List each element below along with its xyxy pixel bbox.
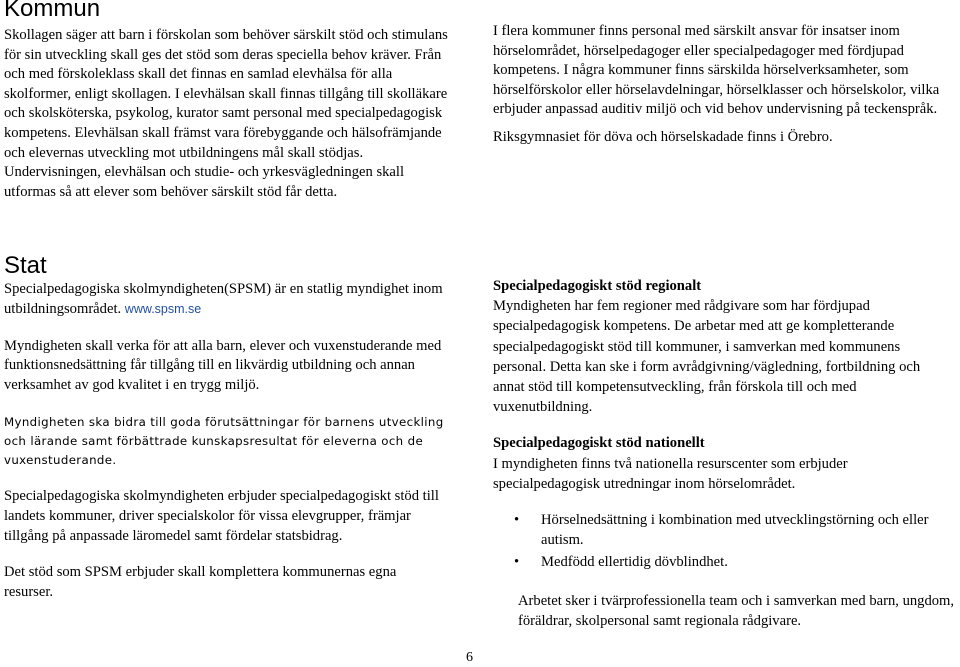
collaboration-paragraph: Arbetet sker i tvärprofessionella team och i samverkan med barn, ungdom, föräldrar, skolpersonal samt regionala rådgivare. — [518, 592, 955, 629]
kommun-hearing-paragraph: I flera kommuner finns personal med särskilt ansvar för insatser inom hörselområdet, hörselpedagoger eller specialpedagoger med fördjupad kompetens. I några kommuner finns särskilda hörselverksamheter, som hörselförskolor eller hörselavdelningar, hörselklasser och hörselskolor, vilka erbjuder anpassad auditiv miljö och vid behov undervisning på teckenspråk. — [493, 23, 940, 118]
spsm-intro-paragraph — [4, 280, 449, 320]
national-support-text: I myndigheten finns två nationella resurscenter som erbjuder specialpedagogisk utredningar inom hörselområdet. — [493, 455, 848, 492]
list-item — [493, 510, 955, 550]
kommun-right-column — [493, 22, 955, 148]
list-item-text: Hörselnedsättning i kombination med utvecklingstörning och eller autism. — [541, 512, 929, 549]
section-title-stat: Stat — [4, 252, 47, 279]
spsm-complement-paragraph: Det stöd som SPSM erbjuder skall komplettera kommunernas egna resurser. — [4, 564, 397, 601]
kommun-paragraph: Skollagen säger att barn i förskolan som behöver särskilt stöd och stimulans för sin utveckling skall ges det stöd som deras speciella behov kräver. Från och med förskoleklass skall det finnas en samlad elevhälsa för alla skolformer, enligt skollagen. I elevhälsan skall finnas tillgång till skolläkare och skolsköterska, psykolog, kurator samt personal med specialpedagogisk kompetens. Elevhälsan skall främst vara förebyggande och hälsofrämjande och elevernas utveckling mot utbildningens mål skall stödjas. Undervisningen, elevhälsan och studie- och yrkesvägledningen skall utformas så att elever som behöver särskilt stöd får detta. — [4, 27, 448, 200]
spsm-intro-text: Specialpedagogiska skolmyndigheten(SPSM) är en statlig myndighet inom utbildningsområdet. — [4, 281, 443, 317]
list-item-text: Medfödd ellertidig dövblindhet. — [541, 554, 728, 571]
regional-support-heading: Specialpedagogiskt stöd regionalt — [493, 278, 702, 294]
kommun-left-column — [4, 26, 456, 202]
regional-support-text: Myndigheten har fem regioner med rådgivare som har fördjupad specialpedagogisk kompetens. De arbetar med att ge kompletterande specialpedagogiskt stöd till kommuner, i samverkan med kommunens personal. Detta kan ske i form avrådgivning/vägledning, fortbildning och annat stöd till kompetensutveckling, från förskola till och med vuxenutbildning. — [493, 298, 921, 416]
bullet-icon: • — [514, 554, 520, 571]
spsm-website-link[interactable]: www.spsm.se — [124, 301, 202, 316]
spsm-mission-paragraph: Myndigheten skall verka för att alla barn, elever och vuxenstuderande med funktionsnedsättning får tillgång till en likvärdig utbildning och annan verksamhet av god kvalitet i en trygg miljö. — [4, 337, 442, 394]
spsm-offer-paragraph: Specialpedagogiska skolmyndigheten erbjuder specialpedagogiskt stöd till landets kommuner, driver specialskolor för vissa elevgrupper, främjar tillgång på anpassade läromedel samt fördelar statsbidrag. — [4, 487, 439, 544]
stat-right-column — [493, 276, 955, 647]
resource-center-list — [493, 510, 955, 573]
page-number: 6 — [466, 650, 473, 665]
list-item — [493, 552, 955, 572]
kommun-riksgymnasiet-paragraph: Riksgymnasiet för döva och hörselskadade finns i Örebro. — [493, 128, 833, 145]
bullet-icon: • — [514, 512, 520, 529]
national-support-heading: Specialpedagogiskt stöd nationellt — [493, 435, 705, 452]
spsm-goal-paragraph: Myndigheten ska bidra till goda förutsättningar för barnens utveckling och lärande samt förbättrade kunskapsresultat för eleverna och de vuxenstuderande. — [4, 414, 444, 467]
stat-left-column — [4, 280, 449, 620]
section-title-kommun: Kommun — [4, 0, 101, 22]
